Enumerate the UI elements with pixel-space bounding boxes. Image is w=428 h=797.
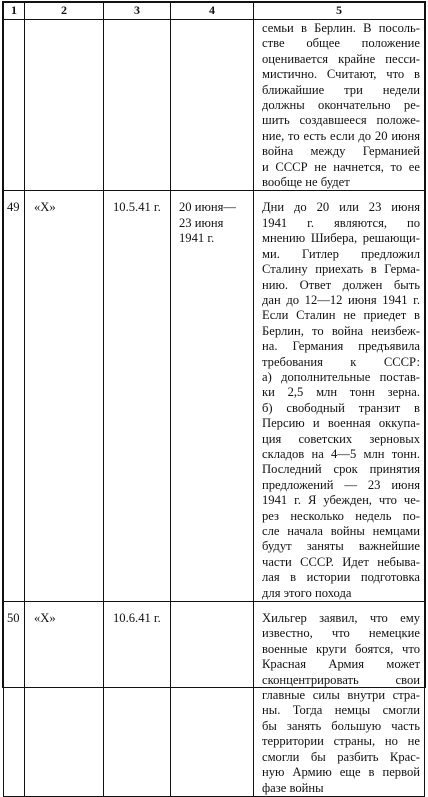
text-line: дан до 12—12 июня 1941 г. xyxy=(262,292,420,307)
cell-date xyxy=(104,20,171,191)
cell-source xyxy=(25,20,104,191)
cell-content xyxy=(254,602,425,797)
text-line: мистично. Считают, что в xyxy=(262,67,420,82)
records-table xyxy=(3,2,425,797)
text-line: шить создавшееся положе- xyxy=(262,113,420,128)
cell-period xyxy=(171,20,254,191)
text-line: сконцентрировать свои xyxy=(262,672,420,687)
text-line: ция советских зерновых xyxy=(262,431,420,446)
column-header: 3 xyxy=(104,3,171,20)
text-line: Красная Армия может xyxy=(262,657,420,672)
cell-content xyxy=(254,191,425,602)
text-line: сле начала войны немцами xyxy=(262,524,420,538)
text-line: предложений — 23 июня xyxy=(262,477,420,492)
cell-source: «Х» xyxy=(25,191,104,602)
text-line: ную Армию еще в первой xyxy=(262,765,420,780)
text-line: ны. Тогда немцы смогли xyxy=(262,703,420,718)
text-line: известно, что немецкие xyxy=(262,626,420,641)
cell-source: «Х» xyxy=(25,602,104,797)
text-line: главные силы внутри стра- xyxy=(262,688,420,703)
text-line: 1941 г. являются, по xyxy=(262,215,420,230)
column-header: 1 xyxy=(4,3,25,20)
text-line: Персию и военная оккупа- xyxy=(262,416,420,431)
text-line: требования к СССР: xyxy=(262,354,420,369)
column-header: 4 xyxy=(171,3,254,20)
cell-date: 10.5.41 г. xyxy=(104,191,171,602)
column-header: 5 xyxy=(254,3,425,20)
text-line: на. Германия предъявила xyxy=(262,339,420,354)
text-line: вообще не будет xyxy=(262,175,350,190)
cell-date: 10.6.41 г. xyxy=(104,602,171,797)
cell-content xyxy=(254,20,425,191)
table-row xyxy=(4,191,425,602)
cell-period xyxy=(171,191,254,602)
text-line: семьи в Берлин. В посоль- xyxy=(262,21,420,35)
text-line: Если Сталин не приедет в xyxy=(262,308,420,323)
text-line: военные круги боятся, что xyxy=(262,641,420,656)
text-line: Дни до 20 или 23 июня xyxy=(262,200,420,215)
period-line: 1941 г. xyxy=(179,231,215,246)
text-line: ми. Гитлер предложил xyxy=(262,246,420,261)
text-line: б) свободный транзит в xyxy=(262,400,420,415)
text-line: фазе войны xyxy=(262,780,324,795)
text-line: смогли бы разбить Крас- xyxy=(262,749,420,764)
text-line: ние, то есть если до 20 июня xyxy=(262,128,420,143)
cell-period xyxy=(171,602,254,797)
text-line: лая в истории подготовка xyxy=(262,570,420,585)
text-line: ки 2,5 млн тонн зерна. xyxy=(262,385,420,400)
text-line: складов на 4—5 млн тонн. xyxy=(262,446,420,461)
text-line: территории страны, но не xyxy=(262,734,420,749)
table-row xyxy=(4,602,425,797)
text-line: должны окончательно ре- xyxy=(262,98,420,113)
text-line: части СССР. Идет небыва- xyxy=(262,554,420,569)
text-line: Сталину приехать в Герма- xyxy=(262,262,420,277)
cell-number: 49 xyxy=(4,191,25,602)
text-line: ближайшие три недели xyxy=(262,82,420,97)
text-line: Берлин, то война неизбеж- xyxy=(262,323,420,338)
text-line: мнению Шибера, решающи- xyxy=(262,231,420,246)
text-line: 1941 г. Я убежден, что че- xyxy=(262,493,420,508)
period-line: 20 июня— xyxy=(179,200,237,215)
text-line: нию. Ответ должен быть xyxy=(262,277,420,292)
cell-number: 50 xyxy=(4,602,25,797)
column-header: 2 xyxy=(25,3,104,20)
text-line: а) дополнительные постав- xyxy=(262,369,420,384)
text-line: бы занять большую часть xyxy=(262,718,420,733)
period-line: 23 июня xyxy=(179,215,224,230)
document-page xyxy=(2,1,426,795)
text-line: война между Германией xyxy=(262,144,420,159)
text-line: рез несколько недель по- xyxy=(262,508,420,523)
cell-number xyxy=(4,20,25,191)
text-line: будут заняты важнейшие xyxy=(262,539,420,554)
header-row xyxy=(4,3,425,20)
text-line: Хильгер заявил, что ему xyxy=(262,611,420,626)
text-line: и СССР не начнется, то ее xyxy=(262,159,420,174)
text-line: для этого похода xyxy=(262,585,352,600)
table-row xyxy=(4,20,425,191)
text-line: оценивается крайне песси- xyxy=(262,51,420,66)
text-line: Последний срок принятия xyxy=(262,462,420,477)
text-line: стве общее положение xyxy=(262,36,420,51)
